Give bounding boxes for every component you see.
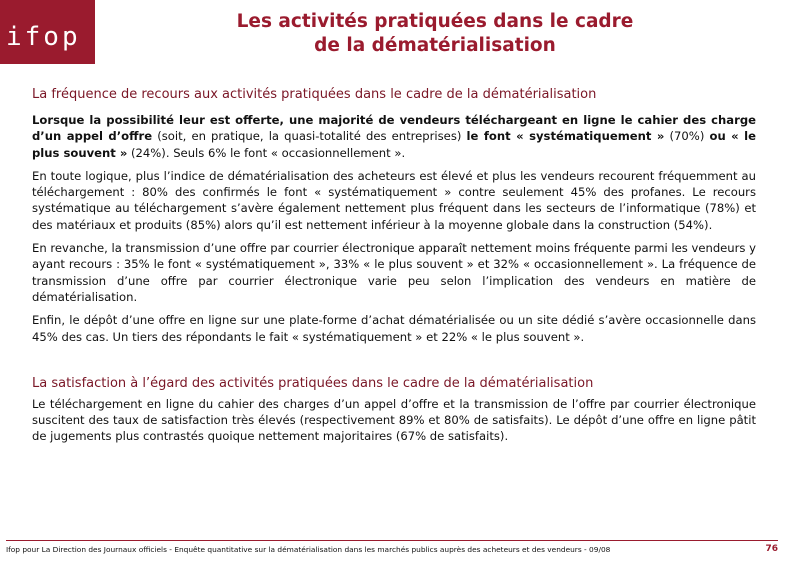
p1-text-2: (70%) [664,129,710,144]
title-line-1: Les activités pratiquées dans le cadre [236,11,634,32]
p1-bold-1: Lorsque la possibilité leur est offerte, une majorité de vendeurs téléchargeant en ligne le cahier des charge d’un appel d’offre [32,113,756,144]
page-number: 76 [765,544,778,554]
p1-bold-2: le font « systématiquement » [466,129,665,144]
footer [6,540,778,554]
section1-heading: La fréquence de recours aux activités pratiquées dans le cadre de la dématérialisation [32,87,597,102]
p1-bold-3: ou « le plus souvent » [32,129,756,160]
title-line-2: de la dématérialisation [314,35,556,56]
page-title [150,10,720,58]
logo-text: ifop [6,22,81,52]
section1-paragraph-3: En revanche, la transmission d’une offre par courrier électronique apparaît nettement moins fréquente parmi les vendeurs y ayant recours : 35% le font « systématiquement », 33% « le plus souvent » et 32% « occasionnellement ». La fréquence de transmission d’une offre par courrier électronique varie peu selon l’implication des vendeurs en matière de dématérialisation. [32,241,757,304]
section1-paragraph-2: En toute logique, plus l’indice de dématérialisation des acheteurs est élevé et plus les vendeurs recourent fréquemment au téléchargement : 80% des confirmés le font « systématiquement » contre seulement 45% des profanes. Le recours systématique au téléchargement s’avère également nettement plus fréquent dans les secteurs de l’informatique (78%) et des matériaux et produits (85%) alors qu’il est nettement inférieur à la moyenne globale dans la construction (54%). [32,168,756,232]
section2-paragraph-1: Le téléchargement en ligne du cahier des charges d’un appel d’offre et la transmission de l’offre par courrier électronique suscitent des taux de satisfaction très élevés (respectivement 89% et 80% de satisfaits). Le dépôt d’une offre en ligne pâtit de jugements plus contrastés quoique nettement majoritaires (67% de satisfaits). [32,396,756,444]
footer-text: Ifop pour La Direction des Journaux officiels - Enquête quantitative sur la dématérialisation dans les marchés publics auprès des acheteurs et des vendeurs - 09/08 [6,545,611,554]
section2-heading: La satisfaction à l’égard des activités pratiquées dans le cadre de la dématérialisation [32,375,594,391]
section1-paragraph-4: Enfin, le dépôt d’une offre en ligne sur une plate-forme d’achat dématérialisée ou un site dédié s’avère occasionnelle dans 45% des cas. Un tiers des répondants le fait « systématiquement » et 22% « le plus souvent ». [32,313,756,344]
ifop-logo [0,0,95,64]
p1-text-1: (soit, en pratique, la quasi-totalité des entreprises) [152,129,467,144]
main-content [32,86,756,445]
p1-text-3: (24%). Seuls 6% le font « occasionnellement ». [127,145,406,160]
section1-paragraph-1 [32,112,756,161]
